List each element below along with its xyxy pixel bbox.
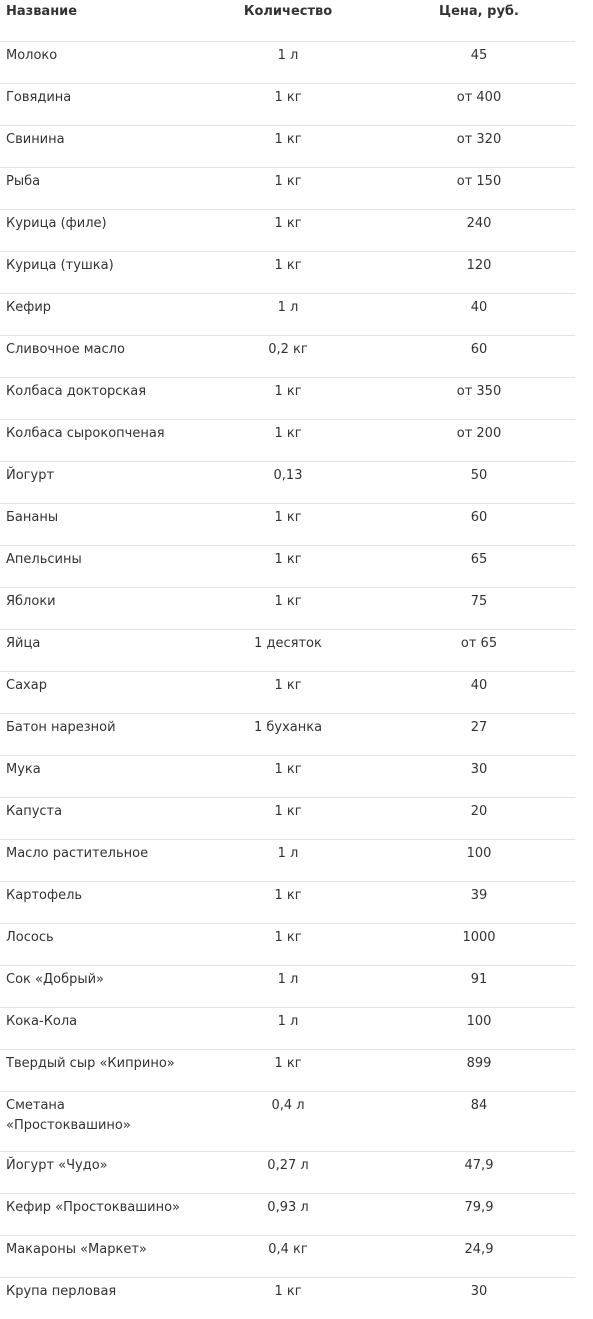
cell-name: Кока-Кола — [0, 1008, 193, 1050]
cell-name: Йогурт «Чудо» — [0, 1152, 193, 1194]
cell-quantity: 1 кг — [193, 252, 383, 294]
cell-price: от 150 — [383, 168, 575, 210]
cell-name: Капуста — [0, 798, 193, 840]
table-row — [0, 462, 575, 504]
cell-name: Яблоки — [0, 588, 193, 630]
table-row — [0, 588, 575, 630]
cell-name: Макароны «Маркет» — [0, 1236, 193, 1278]
cell-quantity: 0,2 кг — [193, 336, 383, 378]
cell-name: Картофель — [0, 882, 193, 924]
table-row — [0, 924, 575, 966]
cell-price: 84 — [383, 1092, 575, 1152]
cell-name: Курица (филе) — [0, 210, 193, 252]
cell-price: 24,9 — [383, 1236, 575, 1278]
table-row — [0, 1050, 575, 1092]
cell-name: Йогурт — [0, 462, 193, 504]
cell-name: Колбаса докторская — [0, 378, 193, 420]
cell-name: Колбаса сырокопченая — [0, 420, 193, 462]
table-row — [0, 294, 575, 336]
cell-quantity: 1 кг — [193, 168, 383, 210]
cell-quantity: 1 кг — [193, 924, 383, 966]
cell-price: 30 — [383, 1278, 575, 1319]
header-quantity: Количество — [193, 0, 383, 42]
cell-quantity: 1 л — [193, 294, 383, 336]
table-row — [0, 756, 575, 798]
table-row — [0, 42, 575, 84]
table-row — [0, 126, 575, 168]
cell-quantity: 1 кг — [193, 882, 383, 924]
cell-price: 100 — [383, 1008, 575, 1050]
table-row — [0, 672, 575, 714]
cell-name: Сахар — [0, 672, 193, 714]
table-row — [0, 504, 575, 546]
cell-quantity: 1 кг — [193, 210, 383, 252]
cell-name: Кефир «Простоквашино» — [0, 1194, 193, 1236]
cell-price: 40 — [383, 294, 575, 336]
cell-name: Сметана «Простоквашино» — [0, 1092, 193, 1152]
cell-name: Крупа перловая — [0, 1278, 193, 1319]
cell-price: 27 — [383, 714, 575, 756]
cell-quantity: 0,27 л — [193, 1152, 383, 1194]
cell-price: от 400 — [383, 84, 575, 126]
cell-price: 79,9 — [383, 1194, 575, 1236]
cell-quantity: 1 кг — [193, 504, 383, 546]
cell-name: Кефир — [0, 294, 193, 336]
cell-price: 100 — [383, 840, 575, 882]
cell-price: 20 — [383, 798, 575, 840]
cell-quantity: 1 кг — [193, 798, 383, 840]
cell-price: 75 — [383, 588, 575, 630]
cell-price: 65 — [383, 546, 575, 588]
cell-price: 1000 — [383, 924, 575, 966]
cell-quantity: 0,4 кг — [193, 1236, 383, 1278]
cell-name: Сок «Добрый» — [0, 966, 193, 1008]
cell-price: 30 — [383, 756, 575, 798]
table-row — [0, 546, 575, 588]
table-row — [0, 1092, 575, 1152]
cell-quantity: 1 кг — [193, 1050, 383, 1092]
cell-quantity: 1 л — [193, 1008, 383, 1050]
cell-price: 40 — [383, 672, 575, 714]
table-row — [0, 840, 575, 882]
table-row — [0, 714, 575, 756]
table-row — [0, 252, 575, 294]
cell-price: 50 — [383, 462, 575, 504]
cell-quantity: 1 кг — [193, 1278, 383, 1319]
cell-quantity: 1 кг — [193, 546, 383, 588]
table-row — [0, 798, 575, 840]
cell-price: 60 — [383, 504, 575, 546]
cell-name: Курица (тушка) — [0, 252, 193, 294]
table-row — [0, 84, 575, 126]
cell-price: от 350 — [383, 378, 575, 420]
cell-quantity: 1 кг — [193, 126, 383, 168]
table-row — [0, 1152, 575, 1194]
cell-name: Бананы — [0, 504, 193, 546]
cell-name: Твердый сыр «Киприно» — [0, 1050, 193, 1092]
cell-quantity: 1 буханка — [193, 714, 383, 756]
table-body — [0, 42, 575, 1319]
header-price: Цена, руб. — [383, 0, 575, 42]
header-name: Название — [0, 0, 193, 42]
cell-name: Говядина — [0, 84, 193, 126]
cell-quantity: 1 л — [193, 966, 383, 1008]
table-row — [0, 420, 575, 462]
cell-price: 91 — [383, 966, 575, 1008]
cell-quantity: 0,4 л — [193, 1092, 383, 1152]
table-row — [0, 1278, 575, 1319]
cell-name: Апельсины — [0, 546, 193, 588]
table-row — [0, 336, 575, 378]
table-row — [0, 882, 575, 924]
cell-price: 120 — [383, 252, 575, 294]
cell-quantity: 1 кг — [193, 378, 383, 420]
table-row — [0, 1008, 575, 1050]
header-row — [0, 0, 575, 42]
cell-name: Батон нарезной — [0, 714, 193, 756]
cell-price: от 200 — [383, 420, 575, 462]
cell-name: Свинина — [0, 126, 193, 168]
cell-quantity: 1 кг — [193, 672, 383, 714]
cell-quantity: 1 кг — [193, 84, 383, 126]
cell-name: Сливочное масло — [0, 336, 193, 378]
cell-price: 39 — [383, 882, 575, 924]
cell-name: Масло растительное — [0, 840, 193, 882]
table-row — [0, 630, 575, 672]
cell-quantity: 1 десяток — [193, 630, 383, 672]
table-header — [0, 0, 575, 42]
table-row — [0, 168, 575, 210]
cell-price: от 320 — [383, 126, 575, 168]
cell-name: Мука — [0, 756, 193, 798]
cell-price: 899 — [383, 1050, 575, 1092]
table-row — [0, 210, 575, 252]
cell-quantity: 0,93 л — [193, 1194, 383, 1236]
cell-quantity: 1 кг — [193, 420, 383, 462]
cell-price: 45 — [383, 42, 575, 84]
cell-quantity: 1 л — [193, 840, 383, 882]
cell-quantity: 1 кг — [193, 756, 383, 798]
cell-quantity: 1 кг — [193, 588, 383, 630]
cell-name: Лосось — [0, 924, 193, 966]
cell-price: 47,9 — [383, 1152, 575, 1194]
cell-name: Молоко — [0, 42, 193, 84]
table-row — [0, 378, 575, 420]
table-row — [0, 1236, 575, 1278]
cell-quantity: 0,13 — [193, 462, 383, 504]
table-row — [0, 966, 575, 1008]
cell-price: от 65 — [383, 630, 575, 672]
cell-name: Рыба — [0, 168, 193, 210]
cell-price: 60 — [383, 336, 575, 378]
cell-name: Яйца — [0, 630, 193, 672]
cell-price: 240 — [383, 210, 575, 252]
cell-quantity: 1 л — [193, 42, 383, 84]
